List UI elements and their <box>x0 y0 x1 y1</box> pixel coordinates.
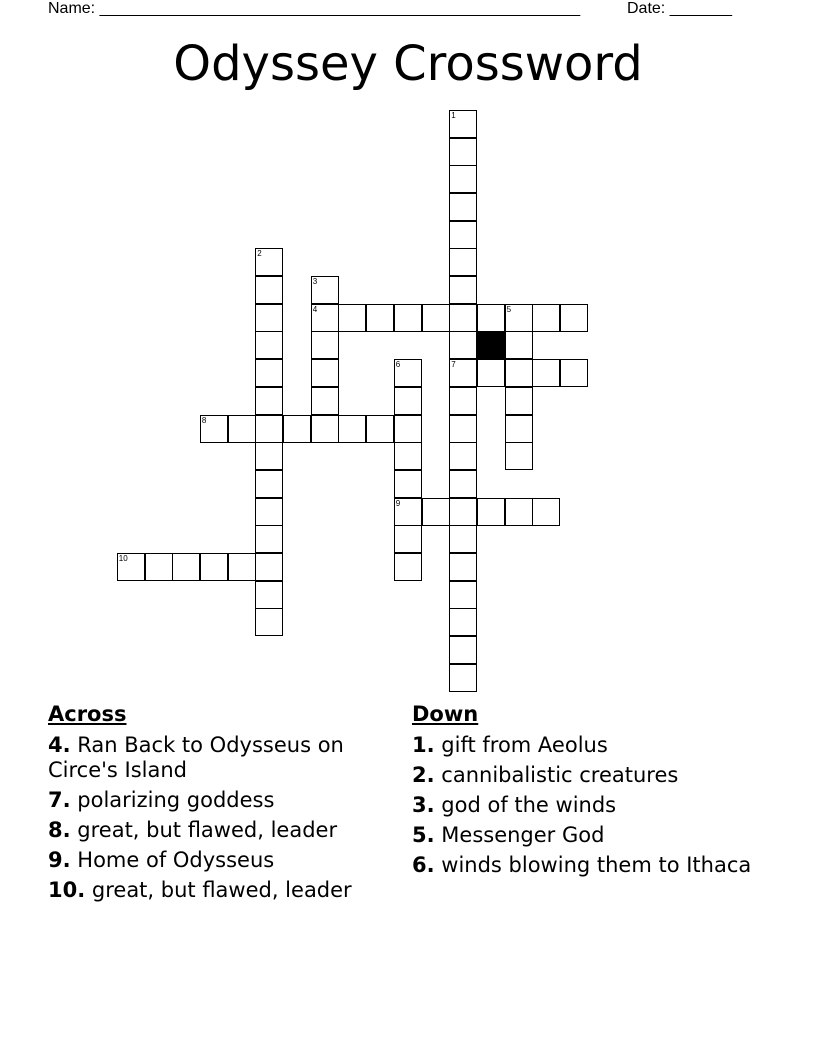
grid-cell[interactable] <box>394 525 422 553</box>
grid-cell[interactable] <box>145 553 173 581</box>
clue-down-5: 5. Messenger God <box>412 823 605 847</box>
down-clues <box>412 702 792 883</box>
grid-cell[interactable] <box>449 442 477 470</box>
grid-cell[interactable] <box>394 359 422 387</box>
clue-across-8: 8. great, but flawed, leader <box>48 818 338 842</box>
grid-cell[interactable] <box>449 553 477 581</box>
grid-cell[interactable] <box>560 304 588 332</box>
grid-cell[interactable] <box>394 415 422 443</box>
grid-cell[interactable] <box>394 304 422 332</box>
date-field-label[interactable]: Date: _______ <box>627 0 732 17</box>
grid-cell[interactable] <box>255 276 283 304</box>
grid-cell[interactable] <box>505 415 533 443</box>
grid-cell[interactable] <box>449 387 477 415</box>
grid-cell[interactable] <box>477 304 505 332</box>
clue-down-1: 1. gift from Aeolus <box>412 733 608 757</box>
grid-cell[interactable] <box>394 387 422 415</box>
clue-number: 3 <box>312 277 318 286</box>
clue-number: 5 <box>506 304 512 314</box>
grid-cell[interactable] <box>255 553 283 581</box>
grid-cell[interactable] <box>255 304 283 332</box>
grid-cell[interactable] <box>477 498 505 526</box>
grid-cell[interactable] <box>338 415 366 443</box>
grid-cell[interactable] <box>255 525 283 553</box>
grid-cell[interactable] <box>255 581 283 609</box>
grid-cell[interactable] <box>449 359 477 387</box>
clue-number: 10 <box>118 554 128 563</box>
grid-cell[interactable] <box>255 331 283 359</box>
grid-cell[interactable] <box>366 304 394 332</box>
grid-cell[interactable] <box>449 331 477 359</box>
grid-cell[interactable] <box>449 498 477 526</box>
grid-cell[interactable] <box>422 304 450 332</box>
page-title: Odyssey Crossword <box>173 36 643 92</box>
across-heading: Across <box>48 702 127 726</box>
clue-across-7: 7. polarizing goddess <box>48 788 275 812</box>
grid-cell[interactable] <box>449 138 477 166</box>
across-clues <box>48 702 408 908</box>
grid-cell[interactable] <box>311 304 339 332</box>
grid-cell[interactable] <box>394 553 422 581</box>
clue-number: 9 <box>395 498 401 508</box>
grid-cell[interactable] <box>505 331 533 359</box>
clue-across-9: 9. Home of Odysseus <box>48 848 275 872</box>
grid-cell[interactable] <box>311 387 339 415</box>
grid-cell[interactable] <box>449 525 477 553</box>
grid-cell[interactable] <box>449 636 477 664</box>
grid-cell[interactable] <box>394 498 422 526</box>
grid-cell[interactable] <box>449 221 477 249</box>
grid-cell[interactable] <box>449 248 477 276</box>
clue-down-2: 2. cannibalistic creatures <box>412 763 679 787</box>
grid-cell[interactable] <box>449 608 477 636</box>
grid-cell[interactable] <box>449 304 477 332</box>
black-cell <box>477 331 505 359</box>
grid-cell[interactable] <box>394 470 422 498</box>
grid-cell[interactable] <box>311 276 339 304</box>
grid-cell[interactable] <box>560 359 588 387</box>
grid-cell[interactable] <box>532 498 560 526</box>
grid-cell[interactable] <box>172 553 200 581</box>
grid-cell[interactable] <box>532 359 560 387</box>
grid-cell[interactable] <box>200 415 228 443</box>
grid-cell[interactable] <box>505 387 533 415</box>
grid-cell[interactable] <box>200 553 228 581</box>
clue-number: 6 <box>395 360 401 370</box>
grid-cell[interactable] <box>255 387 283 415</box>
grid-cell[interactable] <box>477 359 505 387</box>
grid-cell[interactable] <box>505 304 533 332</box>
grid-cell[interactable] <box>283 415 311 443</box>
grid-cell[interactable] <box>366 415 394 443</box>
clue-number: 4 <box>312 304 318 314</box>
grid-cell[interactable] <box>532 304 560 332</box>
grid-cell[interactable] <box>505 359 533 387</box>
down-heading: Down <box>412 702 479 726</box>
clue-down-3: 3. god of the winds <box>412 793 617 817</box>
grid-cell[interactable] <box>311 415 339 443</box>
name-field-label[interactable]: Name: ______________________________________________________ <box>48 0 581 17</box>
grid-cell[interactable] <box>228 415 256 443</box>
grid-cell[interactable] <box>449 276 477 304</box>
grid-cell[interactable] <box>255 498 283 526</box>
grid-cell[interactable] <box>449 664 477 692</box>
grid-cell[interactable] <box>255 608 283 636</box>
clue-number: 1 <box>451 110 456 120</box>
clue-down-6: 6. winds blowing them to Ithaca <box>412 853 752 877</box>
grid-cell[interactable] <box>255 248 283 276</box>
grid-cell[interactable] <box>422 498 450 526</box>
grid-cell[interactable] <box>394 442 422 470</box>
clue-number: 7 <box>451 360 456 370</box>
grid-cell[interactable] <box>311 331 339 359</box>
clue-number: 2 <box>257 249 262 259</box>
grid-cell[interactable] <box>449 165 477 193</box>
grid-cell[interactable] <box>449 470 477 498</box>
grid-cell[interactable] <box>449 581 477 609</box>
grid-cell[interactable] <box>255 470 283 498</box>
grid-cell[interactable] <box>255 442 283 470</box>
grid-cell[interactable] <box>449 193 477 221</box>
grid-cell[interactable] <box>255 359 283 387</box>
grid-cell[interactable] <box>117 553 145 581</box>
clue-across-4: 4. Ran Back to Odysseus on Circe's Island <box>48 733 344 782</box>
grid-cell[interactable] <box>311 359 339 387</box>
grid-cell[interactable] <box>255 415 283 443</box>
grid-cell[interactable] <box>338 304 366 332</box>
grid-cell[interactable] <box>228 553 256 581</box>
grid-cell[interactable] <box>505 442 533 470</box>
grid-cell[interactable] <box>505 498 533 526</box>
grid-cell[interactable] <box>449 415 477 443</box>
clue-number: 8 <box>201 415 207 425</box>
grid-cell[interactable] <box>449 110 477 138</box>
clue-across-10: 10. great, but flawed, leader <box>48 878 352 902</box>
